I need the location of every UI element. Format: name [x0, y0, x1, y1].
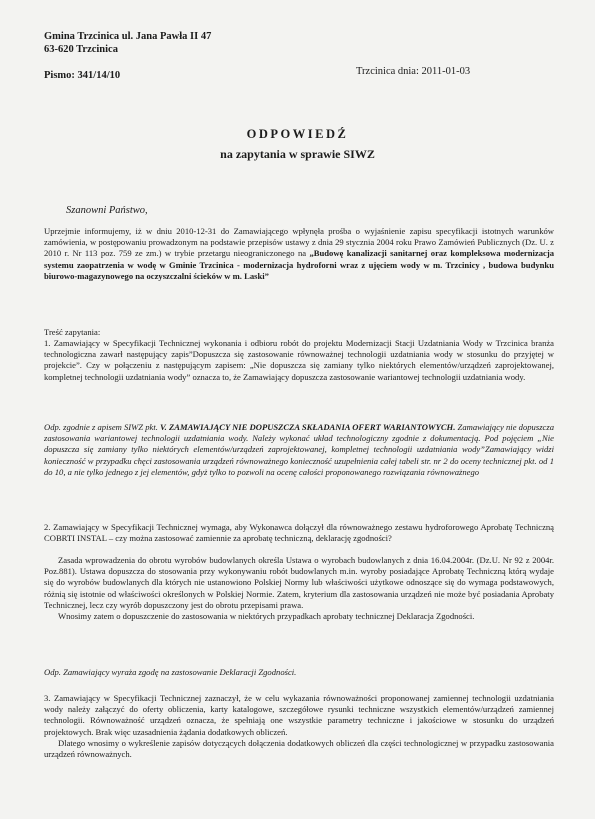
intro-text: Uprzejmie informujemy, iż w dniu 2010-12-31 do Zamawiającego wpłynęła prośba o wyjaśnienie zapisu specyfikacji istotnych warunków zamówienia, w postępowaniu prowadzonym na podstawie przepisów ustawy z dnia 29 stycznia 2004 roku Prawo Zamówień Publicznych (Dz. U. z 2010 r. Nr 113 poz. 759 ze zm.) w trybie przetargu nieograniczonego na — [44, 226, 554, 259]
address-line-1: Gmina Trzcinica ul. Jana Pawła II 47 — [44, 31, 212, 42]
question-2-text-1: Zasada wprowadzenia do obrotu wyrobów budowlanych określa Ustawa o wyrobach budowlanych z dnia 16.04.2004r. (Dz.U. Nr 92 z 2004r. Poz.881). Ustawa dopuszcza do stosowania przy wykonywaniu robót budowlanych m.in. wyroby posiadające Aprobatę Techniczną którą wydaje się do wyrobów budowlanych dla których nie ustanowiono Polskiej Normy lub właściwości użytkowe odnoszące się do wymaga podstawowych, różnią się istotnie od właściwości określonych w Polskiej Normie. Zatem, kryterium dla zastosowania urządzeń nie może być posiadania Aprobaty Technicznej, lecz czy wyrób dopuszczony jest do obrotu przepisami prawa. — [44, 555, 554, 610]
sender-address — [44, 30, 324, 56]
document-subtitle: na zapytania w sprawie SIWZ — [220, 147, 375, 161]
answer-1-intro: Odp. zgodnie z apisem SIWZ pkt. — [44, 422, 161, 432]
answer-2: Odp. Zamawiający wyraża zgodę na zastosowanie Deklaracji Zgodności. — [44, 667, 297, 677]
question-2-justification — [44, 555, 554, 622]
salutation: Szanowni Państwo, — [66, 205, 148, 216]
question-3 — [44, 693, 554, 760]
question-1: 1. Zamawiający w Specyfikacji Technicznej wykonania i odbioru robót do projektu Modernizacji Stacji Uzdatniania Wody w Trzcinica branża technologiczna zawarł następujący zapis”Dopuszcza się zastosowanie równoważnej technologii uzdatniania wody w stosunku do przyjętej w projekcie”. Czy w połączeniu z następującym zapisem: „Nie dopuszcza się zamiany tylko niektórych elementów/urządzeń zaprojektowanej, kompletnej technologii uzdatniania wody” oznacza to, że Zamawiający dopuszcza zastosowanie wariantowej technologii uzdatniania wody. — [44, 338, 554, 382]
question-2: 2. Zamawiający w Specyfikacji Technicznej wymaga, aby Wykonawca dołączył dla równoważnego zestawu hydroforowego Aprobatę Techniczną COBRTI INSTAL – czy można zastosować zamiennie za aprobatę techniczną, deklarację zgodności? — [44, 522, 554, 544]
question-label: Treść zapytania: — [44, 327, 101, 337]
answer-1-heading: V. ZAMAWIAJĄCY NIE DOPUSZCZA SKŁADANIA OFERT WARIANTOWYCH. — [160, 422, 456, 432]
question-3-text-1: 3. Zamawiający w Specyfikacji Technicznej zaznaczył, że w celu wykazania równoważności proponowanej zamiennej technologii uzdatniania wody należy załączyć do oferty obliczenia, karty katalogowe, szczegółowe rysunki techniczne wszystkich elementów/urządzeń zamiennej technologii. Równoważność urządzeń oznacza, że spełniają one wszystkie parametry techniczne i jakościowe w stosunku do urządzeń projektowych. Brak więc uzasadnienia żądania dodatkowych obliczeń. — [44, 693, 554, 737]
intro-project-name: „Budowę kanalizacji sanitarnej oraz kompleksowa modernizacja systemu zaopatrzenia w wodę w Gminie Trzcinica - modernizacja hydroforni wraz z ujęciem wody w m. Trzcinicy , budowa budynku biurowo-magazynowego na oczyszczalni ścieków w m. Laski” — [44, 248, 554, 281]
document-title: ODPOWIEDŹ — [246, 127, 349, 141]
answer-1-text: Zamawiający nie dopuszcza zastosowania wariantowej technologii uzdatniania wody. Należy wykonać układ technologiczny zgodnie z dokumentacją. Pod pojęciem „Nie dopuszcza się zamiany tylko niektórych elementów/urządzeń zaprojektowanej, kompletnej technologii uzdatniania wody”Zamawiający widzi konieczność w przypadku chęci zastosowania urządzeń równoważnego konieczność uzupełnienia całej tabeli str. nr 2 do oceny technicznej pkt. od 1 do 10, a nie tylko jednego z jej elementów, gdyż tylko to pozwoli na ocenę całości proponowanego rozwiązania równoważnego — [44, 422, 554, 477]
address-line-2: 63-620 Trzcinica — [44, 44, 118, 55]
question-3-text-2: Dlatego wnosimy o wykreślenie zapisów dotyczących dołączenia dodatkowych obliczeń dla części technologicznej w przypadku zastosowania urządzeń równoważnych. — [44, 737, 554, 760]
reference-number: Pismo: 341/14/10 — [44, 70, 121, 81]
answer-1 — [44, 422, 554, 478]
letter-date: Trzcinica dnia: 2011-01-03 — [356, 66, 471, 77]
intro-paragraph — [44, 226, 554, 282]
question-2-text-2: Wnosimy zatem o dopuszczenie do zastosowania w niektórych przypadkach aprobaty technicznej Deklaracja Zgodności. — [58, 611, 475, 622]
